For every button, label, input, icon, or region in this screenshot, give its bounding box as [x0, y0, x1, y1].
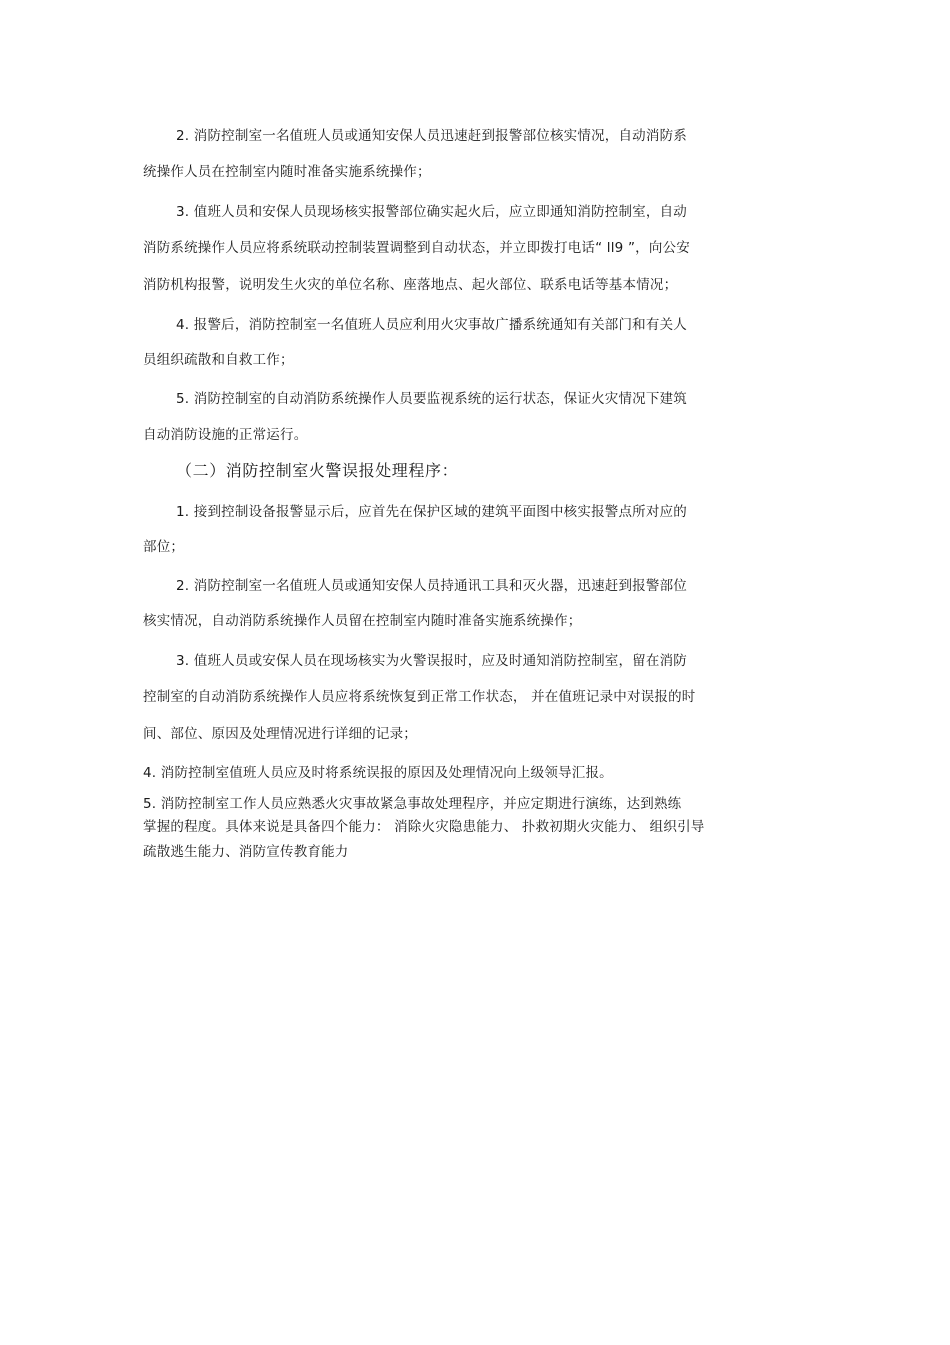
section-paragraph-2-line-2: 核实情况，自动消防系统操作人员留在控制室内随时准备实施系统操作； — [143, 613, 582, 629]
paragraph-3-line-3: 消防机构报警，说明发生火灾的单位名称、座落地点、起火部位、联系电话等基本情况； — [143, 277, 678, 293]
section-paragraph-5-line-1: 5. 消防控制室工作人员应熟悉火灾事故紧急事故处理程序，并应定期进行演练，达到熟练 — [143, 796, 682, 812]
paragraph-5-line-1: 5. 消防控制室的自动消防系统操作人员要监视系统的运行状态，保证火灾情况下建筑 — [176, 391, 687, 407]
paragraph-2-line-2: 统操作人员在控制室内随时准备实施系统操作； — [143, 164, 431, 180]
section-paragraph-5-line-2: 掌握的程度。具体来说是具备四个能力： 消除火灾隐患能力、 扑救初期火灾能力、 组织引导 — [143, 819, 705, 835]
section-paragraph-2-line-1: 2. 消防控制室一名值班人员或通知安保人员持通讯工具和灭火器，迅速赶到报警部位 — [176, 578, 687, 594]
paragraph-5-line-2: 自动消防设施的正常运行。 — [143, 427, 308, 443]
section-paragraph-1-line-2: 部位； — [143, 539, 185, 555]
paragraph-3-line-2: 消防系统操作人员应将系统联动控制装置调整到自动状态，并立即拨打电话“ ll9 ”，向公安 — [143, 240, 690, 256]
section-paragraph-3-line-1: 3. 值班人员或安保人员在现场核实为火警误报时，应及时通知消防控制室，留在消防 — [176, 653, 687, 669]
section-paragraph-4-line-1: 4. 消防控制室值班人员应及时将系统误报的原因及处理情况向上级领导汇报。 — [143, 765, 613, 781]
section-paragraph-5-line-3: 疏散逃生能力、消防宣传教育能力 — [143, 844, 349, 860]
paragraph-4-line-1: 4. 报警后，消防控制室一名值班人员应利用火灾事故广播系统通知有关部门和有关人 — [176, 317, 687, 333]
section-heading: （二）消防控制室火警误报处理程序： — [176, 461, 459, 480]
paragraph-4-line-2: 员组织疏散和自救工作； — [143, 352, 294, 368]
paragraph-3-line-1: 3. 值班人员和安保人员现场核实报警部位确实起火后，应立即通知消防控制室，自动 — [176, 204, 687, 220]
paragraph-2-line-1: 2. 消防控制室一名值班人员或通知安保人员迅速赶到报警部位核实情况，自动消防系 — [176, 128, 687, 144]
section-paragraph-3-line-3: 间、部位、原因及处理情况进行详细的记录； — [143, 726, 417, 742]
section-paragraph-1-line-1: 1. 接到控制设备报警显示后，应首先在保护区域的建筑平面图中核实报警点所对应的 — [176, 504, 687, 520]
section-paragraph-3-line-2: 控制室的自动消防系统操作人员应将系统恢复到正常工作状态， 并在值班记录中对误报的时 — [143, 689, 696, 705]
